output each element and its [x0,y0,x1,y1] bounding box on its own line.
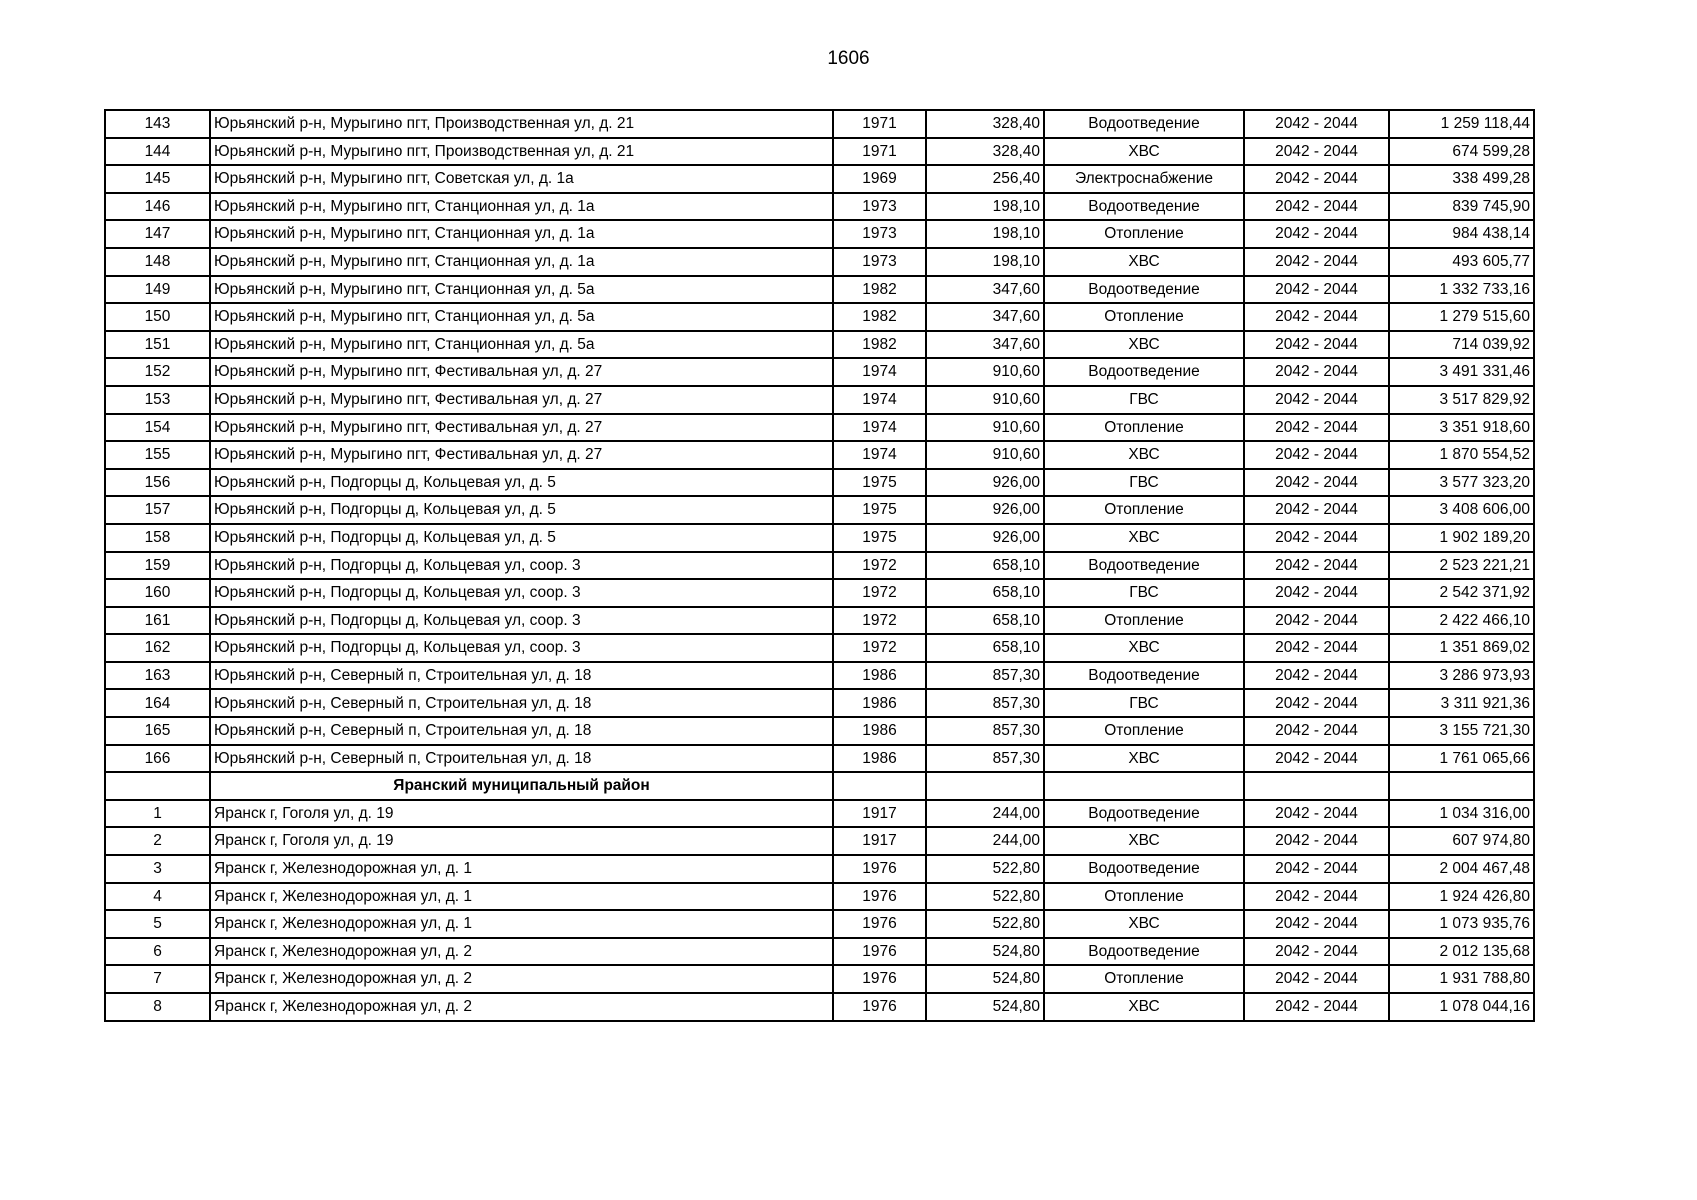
cost-cell: 3 491 331,46 [1389,358,1534,386]
cost-cell: 714 039,92 [1389,331,1534,359]
address-cell: Юрьянский р-н, Подгорцы д, Кольцевая ул, д. 5 [210,496,833,524]
work-type-cell: Отопление [1044,496,1244,524]
build-year-cell: 1917 [833,800,926,828]
address-cell: Яранск г, Железнодорожная ул, д. 1 [210,855,833,883]
period-cell: 2042 - 2044 [1244,303,1389,331]
row-number-cell: 3 [105,855,210,883]
row-number-cell: 7 [105,965,210,993]
address-cell: Юрьянский р-н, Подгорцы д, Кольцевая ул, соор. 3 [210,634,833,662]
work-type-cell: ХВС [1044,441,1244,469]
build-year-cell: 1972 [833,552,926,580]
table-row [105,414,1534,442]
row-number-cell: 150 [105,303,210,331]
work-type-cell: Водоотведение [1044,276,1244,304]
row-number-cell: 144 [105,138,210,166]
cost-cell: 3 577 323,20 [1389,469,1534,497]
work-type-cell: ХВС [1044,910,1244,938]
empty-cell [1044,772,1244,800]
period-cell: 2042 - 2044 [1244,331,1389,359]
row-number-cell: 157 [105,496,210,524]
row-number-cell: 148 [105,248,210,276]
period-cell: 2042 - 2044 [1244,276,1389,304]
period-cell: 2042 - 2044 [1244,193,1389,221]
area-cell: 658,10 [926,579,1044,607]
address-cell: Юрьянский р-н, Мурыгино пгт, Станционная ул, д. 1а [210,193,833,221]
build-year-cell: 1974 [833,358,926,386]
cost-cell: 1 351 869,02 [1389,634,1534,662]
address-cell: Юрьянский р-н, Северный п, Строительная ул, д. 18 [210,689,833,717]
work-type-cell: Водоотведение [1044,800,1244,828]
table-row [105,276,1534,304]
cost-cell: 1 931 788,80 [1389,965,1534,993]
address-cell: Юрьянский р-н, Подгорцы д, Кольцевая ул, соор. 3 [210,552,833,580]
row-number-cell: 8 [105,993,210,1021]
empty-cell [105,772,210,800]
cost-cell: 1 761 065,66 [1389,745,1534,773]
cost-cell: 1 259 118,44 [1389,110,1534,138]
area-cell: 198,10 [926,220,1044,248]
cost-cell: 338 499,28 [1389,165,1534,193]
row-number-cell: 154 [105,414,210,442]
address-cell: Яранск г, Гоголя ул, д. 19 [210,827,833,855]
cost-cell: 3 517 829,92 [1389,386,1534,414]
cost-cell: 1 078 044,16 [1389,993,1534,1021]
empty-cell [1389,772,1534,800]
table-row [105,138,1534,166]
address-cell: Юрьянский р-н, Подгорцы д, Кольцевая ул, соор. 3 [210,607,833,635]
work-type-cell: Отопление [1044,717,1244,745]
period-cell: 2042 - 2044 [1244,938,1389,966]
period-cell: 2042 - 2044 [1244,883,1389,911]
work-type-cell: Водоотведение [1044,193,1244,221]
work-type-cell: ХВС [1044,248,1244,276]
cost-cell: 493 605,77 [1389,248,1534,276]
work-type-cell: Отопление [1044,607,1244,635]
work-type-cell: Водоотведение [1044,552,1244,580]
address-cell: Юрьянский р-н, Северный п, Строительная ул, д. 18 [210,745,833,773]
address-cell: Юрьянский р-н, Мурыгино пгт, Производственная ул, д. 21 [210,110,833,138]
period-cell: 2042 - 2044 [1244,414,1389,442]
table-row [105,552,1534,580]
cost-cell: 3 351 918,60 [1389,414,1534,442]
area-cell: 910,60 [926,358,1044,386]
build-year-cell: 1982 [833,276,926,304]
period-cell: 2042 - 2044 [1244,689,1389,717]
row-number-cell: 162 [105,634,210,662]
table-row [105,441,1534,469]
table-row [105,110,1534,138]
table-row [105,331,1534,359]
work-type-cell: Водоотведение [1044,358,1244,386]
work-type-cell: Водоотведение [1044,938,1244,966]
work-type-cell: Водоотведение [1044,662,1244,690]
address-cell: Яранск г, Железнодорожная ул, д. 2 [210,965,833,993]
table-row [105,745,1534,773]
work-type-cell: ХВС [1044,138,1244,166]
build-year-cell: 1973 [833,220,926,248]
period-cell: 2042 - 2044 [1244,827,1389,855]
period-cell: 2042 - 2044 [1244,634,1389,662]
period-cell: 2042 - 2044 [1244,662,1389,690]
cost-cell: 2 523 221,21 [1389,552,1534,580]
address-cell: Яранск г, Железнодорожная ул, д. 1 [210,910,833,938]
area-cell: 256,40 [926,165,1044,193]
cost-cell: 2 012 135,68 [1389,938,1534,966]
work-type-cell: Отопление [1044,965,1244,993]
area-cell: 328,40 [926,138,1044,166]
area-cell: 910,60 [926,386,1044,414]
cost-cell: 1 073 935,76 [1389,910,1534,938]
area-cell: 910,60 [926,414,1044,442]
row-number-cell: 146 [105,193,210,221]
work-type-cell: Водоотведение [1044,110,1244,138]
address-cell: Юрьянский р-н, Подгорцы д, Кольцевая ул, д. 5 [210,469,833,497]
area-cell: 198,10 [926,193,1044,221]
area-cell: 658,10 [926,634,1044,662]
work-type-cell: ГВС [1044,469,1244,497]
area-cell: 347,60 [926,331,1044,359]
table-row [105,993,1534,1021]
row-number-cell: 152 [105,358,210,386]
address-cell: Юрьянский р-н, Мурыгино пгт, Фестивальная ул, д. 27 [210,414,833,442]
area-cell: 658,10 [926,552,1044,580]
table-row [105,883,1534,911]
cost-cell: 2 422 466,10 [1389,607,1534,635]
empty-cell [1244,772,1389,800]
row-number-cell: 158 [105,524,210,552]
area-cell: 198,10 [926,248,1044,276]
period-cell: 2042 - 2044 [1244,110,1389,138]
period-cell: 2042 - 2044 [1244,579,1389,607]
table-row [105,524,1534,552]
table-row [105,579,1534,607]
cost-cell: 1 924 426,80 [1389,883,1534,911]
table-row [105,910,1534,938]
area-cell: 328,40 [926,110,1044,138]
build-year-cell: 1973 [833,193,926,221]
row-number-cell: 155 [105,441,210,469]
period-cell: 2042 - 2044 [1244,138,1389,166]
address-cell: Юрьянский р-н, Мурыгино пгт, Станционная ул, д. 5а [210,303,833,331]
build-year-cell: 1986 [833,662,926,690]
table-row [105,634,1534,662]
cost-cell: 2 542 371,92 [1389,579,1534,607]
work-type-cell: ХВС [1044,634,1244,662]
period-cell: 2042 - 2044 [1244,800,1389,828]
table-row [105,965,1534,993]
section-row [105,772,1534,800]
table-row [105,303,1534,331]
row-number-cell: 156 [105,469,210,497]
area-cell: 522,80 [926,883,1044,911]
period-cell: 2042 - 2044 [1244,496,1389,524]
cost-cell: 607 974,80 [1389,827,1534,855]
address-cell: Юрьянский р-н, Северный п, Строительная ул, д. 18 [210,662,833,690]
build-year-cell: 1976 [833,993,926,1021]
build-year-cell: 1972 [833,579,926,607]
area-cell: 347,60 [926,276,1044,304]
build-year-cell: 1972 [833,607,926,635]
area-cell: 524,80 [926,938,1044,966]
build-year-cell: 1976 [833,883,926,911]
build-year-cell: 1986 [833,689,926,717]
address-cell: Яранск г, Железнодорожная ул, д. 2 [210,938,833,966]
empty-cell [926,772,1044,800]
build-year-cell: 1974 [833,441,926,469]
area-cell: 522,80 [926,855,1044,883]
cost-cell: 3 155 721,30 [1389,717,1534,745]
work-type-cell: ХВС [1044,331,1244,359]
table-row [105,662,1534,690]
address-cell: Юрьянский р-н, Подгорцы д, Кольцевая ул, соор. 3 [210,579,833,607]
address-cell: Юрьянский р-н, Подгорцы д, Кольцевая ул, д. 5 [210,524,833,552]
area-cell: 910,60 [926,441,1044,469]
table-row [105,248,1534,276]
area-cell: 857,30 [926,717,1044,745]
register-table [104,109,1535,1022]
build-year-cell: 1975 [833,524,926,552]
work-type-cell: Электроснабжение [1044,165,1244,193]
build-year-cell: 1976 [833,855,926,883]
build-year-cell: 1971 [833,138,926,166]
row-number-cell: 5 [105,910,210,938]
build-year-cell: 1973 [833,248,926,276]
address-cell: Юрьянский р-н, Мурыгино пгт, Фестивальная ул, д. 27 [210,358,833,386]
empty-cell [833,772,926,800]
table-row [105,855,1534,883]
period-cell: 2042 - 2044 [1244,717,1389,745]
cost-cell: 2 004 467,48 [1389,855,1534,883]
table-row [105,469,1534,497]
row-number-cell: 6 [105,938,210,966]
period-cell: 2042 - 2044 [1244,524,1389,552]
address-cell: Юрьянский р-н, Мурыгино пгт, Советская ул, д. 1а [210,165,833,193]
row-number-cell: 161 [105,607,210,635]
table-row [105,193,1534,221]
row-number-cell: 151 [105,331,210,359]
area-cell: 658,10 [926,607,1044,635]
work-type-cell: Водоотведение [1044,855,1244,883]
work-type-cell: Отопление [1044,220,1244,248]
build-year-cell: 1986 [833,745,926,773]
address-cell: Яранск г, Гоголя ул, д. 19 [210,800,833,828]
row-number-cell: 153 [105,386,210,414]
period-cell: 2042 - 2044 [1244,855,1389,883]
build-year-cell: 1986 [833,717,926,745]
row-number-cell: 166 [105,745,210,773]
cost-cell: 1 332 733,16 [1389,276,1534,304]
work-type-cell: ХВС [1044,524,1244,552]
period-cell: 2042 - 2044 [1244,745,1389,773]
work-type-cell: Отопление [1044,303,1244,331]
period-cell: 2042 - 2044 [1244,165,1389,193]
period-cell: 2042 - 2044 [1244,607,1389,635]
section-title: Яранский муниципальный район [210,772,833,800]
cost-cell: 3 286 973,93 [1389,662,1534,690]
period-cell: 2042 - 2044 [1244,441,1389,469]
work-type-cell: ХВС [1044,993,1244,1021]
address-cell: Юрьянский р-н, Мурыгино пгт, Станционная ул, д. 1а [210,220,833,248]
address-cell: Юрьянский р-н, Мурыгино пгт, Станционная ул, д. 5а [210,276,833,304]
cost-cell: 1 902 189,20 [1389,524,1534,552]
build-year-cell: 1969 [833,165,926,193]
address-cell: Юрьянский р-н, Мурыгино пгт, Станционная ул, д. 5а [210,331,833,359]
row-number-cell: 147 [105,220,210,248]
table-row [105,220,1534,248]
build-year-cell: 1972 [833,634,926,662]
table-row [105,607,1534,635]
build-year-cell: 1976 [833,910,926,938]
work-type-cell: ГВС [1044,689,1244,717]
register-body [105,110,1534,1021]
area-cell: 524,80 [926,993,1044,1021]
build-year-cell: 1974 [833,414,926,442]
area-cell: 244,00 [926,800,1044,828]
period-cell: 2042 - 2044 [1244,358,1389,386]
cost-cell: 984 438,14 [1389,220,1534,248]
build-year-cell: 1975 [833,469,926,497]
period-cell: 2042 - 2044 [1244,386,1389,414]
table-row [105,386,1534,414]
row-number-cell: 160 [105,579,210,607]
table-row [105,938,1534,966]
area-cell: 857,30 [926,745,1044,773]
table-row [105,689,1534,717]
row-number-cell: 4 [105,883,210,911]
work-type-cell: ГВС [1044,579,1244,607]
table-row [105,496,1534,524]
cost-cell: 3 311 921,36 [1389,689,1534,717]
address-cell: Юрьянский р-н, Мурыгино пгт, Фестивальная ул, д. 27 [210,386,833,414]
table-row [105,717,1534,745]
period-cell: 2042 - 2044 [1244,910,1389,938]
work-type-cell: Отопление [1044,883,1244,911]
cost-cell: 3 408 606,00 [1389,496,1534,524]
period-cell: 2042 - 2044 [1244,965,1389,993]
cost-cell: 674 599,28 [1389,138,1534,166]
page-number: 1606 [827,48,870,69]
table-row [105,800,1534,828]
build-year-cell: 1974 [833,386,926,414]
row-number-cell: 1 [105,800,210,828]
row-number-cell: 159 [105,552,210,580]
row-number-cell: 163 [105,662,210,690]
cost-cell: 1 034 316,00 [1389,800,1534,828]
address-cell: Яранск г, Железнодорожная ул, д. 1 [210,883,833,911]
table-row [105,827,1534,855]
area-cell: 522,80 [926,910,1044,938]
cost-cell: 1 279 515,60 [1389,303,1534,331]
work-type-cell: ХВС [1044,745,1244,773]
work-type-cell: ХВС [1044,827,1244,855]
area-cell: 926,00 [926,496,1044,524]
area-cell: 524,80 [926,965,1044,993]
row-number-cell: 165 [105,717,210,745]
table-row [105,165,1534,193]
address-cell: Юрьянский р-н, Северный п, Строительная ул, д. 18 [210,717,833,745]
area-cell: 926,00 [926,524,1044,552]
build-year-cell: 1975 [833,496,926,524]
period-cell: 2042 - 2044 [1244,552,1389,580]
build-year-cell: 1982 [833,331,926,359]
cost-cell: 839 745,90 [1389,193,1534,221]
area-cell: 857,30 [926,662,1044,690]
period-cell: 2042 - 2044 [1244,993,1389,1021]
row-number-cell: 145 [105,165,210,193]
cost-cell: 1 870 554,52 [1389,441,1534,469]
area-cell: 347,60 [926,303,1044,331]
row-number-cell: 149 [105,276,210,304]
area-cell: 244,00 [926,827,1044,855]
row-number-cell: 164 [105,689,210,717]
build-year-cell: 1976 [833,938,926,966]
address-cell: Юрьянский р-н, Мурыгино пгт, Производственная ул, д. 21 [210,138,833,166]
address-cell: Юрьянский р-н, Мурыгино пгт, Станционная ул, д. 1а [210,248,833,276]
build-year-cell: 1976 [833,965,926,993]
build-year-cell: 1971 [833,110,926,138]
area-cell: 926,00 [926,469,1044,497]
period-cell: 2042 - 2044 [1244,469,1389,497]
row-number-cell: 143 [105,110,210,138]
period-cell: 2042 - 2044 [1244,220,1389,248]
build-year-cell: 1917 [833,827,926,855]
address-cell: Яранск г, Железнодорожная ул, д. 2 [210,993,833,1021]
address-cell: Юрьянский р-н, Мурыгино пгт, Фестивальная ул, д. 27 [210,441,833,469]
row-number-cell: 2 [105,827,210,855]
area-cell: 857,30 [926,689,1044,717]
period-cell: 2042 - 2044 [1244,248,1389,276]
work-type-cell: Отопление [1044,414,1244,442]
build-year-cell: 1982 [833,303,926,331]
table-row [105,358,1534,386]
work-type-cell: ГВС [1044,386,1244,414]
